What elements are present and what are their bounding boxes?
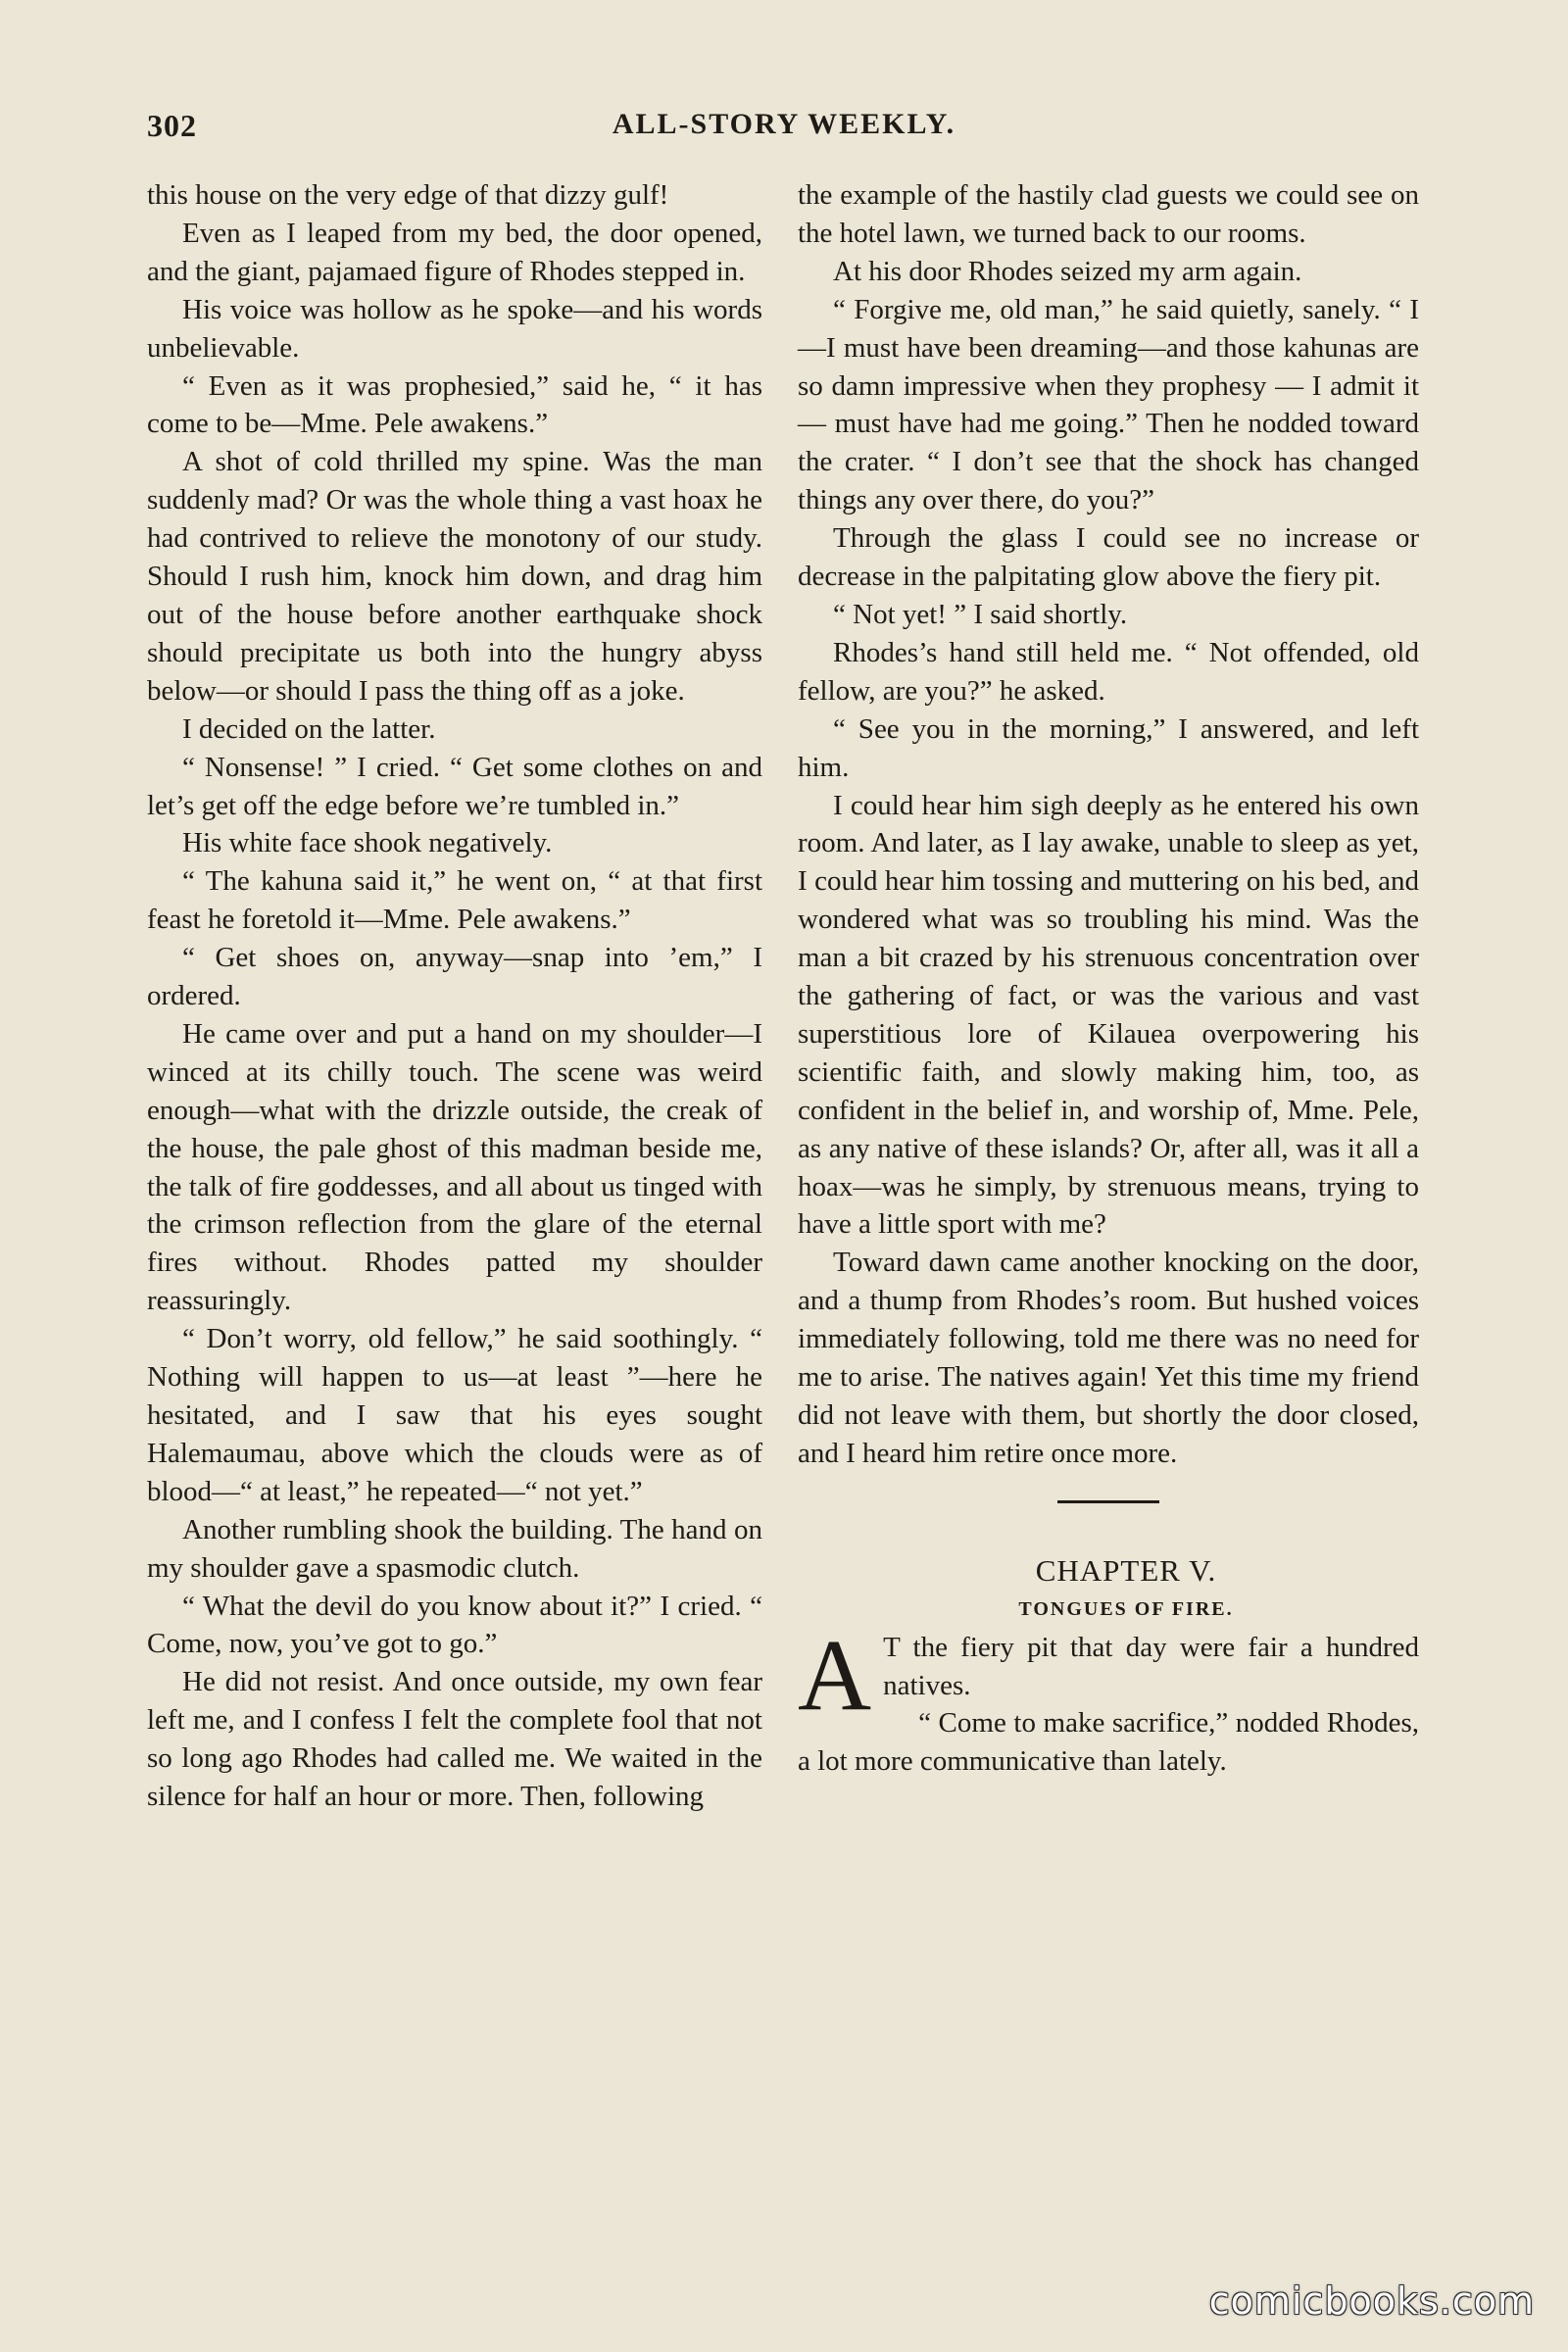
paragraph: “ The kahuna said it,” he went on, “ at that first feast he foretold it—Mme. Pele awakens.”: [147, 865, 762, 936]
paragraph: “ Not yet! ” I said shortly.: [833, 598, 1128, 630]
paragraph: “ Don’t worry, old fellow,” he said soothingly. “ Nothing will happen to us—at least ”—here he hesitated, and I saw that his eyes sought Halemaumau, above which the clouds were as of blood—“ at least,” he repeated—“ not yet.”: [147, 1323, 762, 1507]
running-head: ALL-STORY WEEKLY.: [612, 108, 956, 140]
paragraph: Through the glass I could see no increase or decrease in the palpitating glow above the fiery pit.: [798, 522, 1419, 593]
paragraph: Another rumbling shook the building. The hand on my shoulder gave a spasmodic clutch.: [147, 1513, 762, 1584]
paragraph: A shot of cold thrilled my spine. Was the man suddenly mad? Or was the whole thing a vast hoax he had contrived to relieve the monotony of our study. Should I rush him, knock him down, and drag him out of the house before another earthquake shock should precipitate us both into the hungry abyss below—or should I pass the thing off as a joke.: [147, 446, 762, 707]
drop-cap: A: [798, 1618, 872, 1732]
paragraph: “ Forgive me, old man,” he said quietly, sanely. “ I—I must have been dreaming—and those kahunas are so damn impressive when they prophesy — I admit it — must have had me going.” Then he nodded toward the crater. “ I don’t see that the shock has changed things any over there, do you?”: [798, 293, 1419, 516]
paragraph: He did not resist. And once outside, my own fear left me, and I confess I felt the complete fool that not so long ago Rhodes had called me. We waited in the silence for half an hour or more. Then, following: [147, 1666, 762, 1813]
chapter-opening-paragraph: [798, 1618, 1419, 1732]
paragraph: this house on the very edge of that dizzy gulf!: [147, 179, 669, 211]
watermark: comicbooks.com: [1208, 2279, 1535, 2323]
paragraph: I decided on the latter.: [182, 712, 436, 745]
paragraph: “ Nonsense! ” I cried. “ Get some clothes on and let’s get off the edge before we’re tumbled in.”: [147, 751, 762, 821]
paragraph: Toward dawn came another knocking on the door, and a thump from Rhodes’s room. But hushed voices immediately following, told me there was no need for me to arise. The natives again! Yet this time my friend did not leave with them, but shortly the door closed, and I heard him retire once more.: [798, 1247, 1419, 1469]
right-column: [798, 176, 1419, 1781]
section-divider: [1057, 1500, 1159, 1503]
paragraph: His white face shook negatively.: [182, 827, 553, 859]
paragraph: “ Get shoes on, anyway—snap into ’em,” I ordered.: [147, 942, 762, 1012]
paragraph: At his door Rhodes seized my arm again.: [833, 255, 1302, 287]
paragraph: “ See you in the morning,” I answered, and left him.: [798, 712, 1419, 783]
paragraph: “ Come to make sacrifice,” nodded Rhodes, a lot more communicative than lately.: [798, 1707, 1419, 1778]
paragraph: He came over and put a hand on my shoulder—I winced at its chilly touch. The scene was weird enough—what with the drizzle outside, the creak of the house, the pale ghost of this madman beside me, the talk of fire goddesses, and all about us tinged with the crimson reflection from the glare of the eternal fires without. Rhodes patted my shoulder reassuringly.: [147, 1017, 762, 1317]
paragraph: “ What the devil do you know about it?” I cried. “ Come, now, you’ve got to go.”: [147, 1590, 762, 1660]
opening-text: T the fiery pit that day were fair a hundred natives.: [883, 1631, 1419, 1701]
paragraph: Rhodes’s hand still held me. “ Not offended, old fellow, are you?” he asked.: [798, 636, 1419, 707]
paragraph: I could hear him sigh deeply as he entered his own room. And later, as I lay awake, unable to sleep as yet, I could hear him tossing and muttering on his bed, and wondered what was so troubling his mind. Was the man a bit crazed by his strenuous concentration over the gathering of fact, or was the various and vast superstitious lore of Kilauea overpowering his scientific faith, and slowly making him, too, as confident in the belief in, and worship of, Mme. Pele, as any native of these islands? Or, after all, was it all a hoax—was he simply, by strenuous means, trying to have a little sport with me?: [798, 789, 1419, 1241]
paragraph: His voice was hollow as he spoke—and his words unbelievable.: [147, 293, 762, 364]
chapter-title: CHAPTER V.: [1035, 1552, 1217, 1588]
page-number: 302: [147, 108, 197, 143]
paragraph: “ Even as it was prophesied,” said he, “ it has come to be—Mme. Pele awakens.”: [147, 369, 762, 440]
paragraph: the example of the hastily clad guests we could see on the hotel lawn, we turned back to our rooms.: [798, 179, 1419, 249]
paragraph: Even as I leaped from my bed, the door opened, and the giant, pajamaed figure of Rhodes stepped in.: [147, 217, 762, 287]
page-header: [147, 108, 1421, 153]
left-column: [147, 176, 762, 1816]
chapter-subtitle: TONGUES OF FIRE.: [1018, 1597, 1234, 1620]
